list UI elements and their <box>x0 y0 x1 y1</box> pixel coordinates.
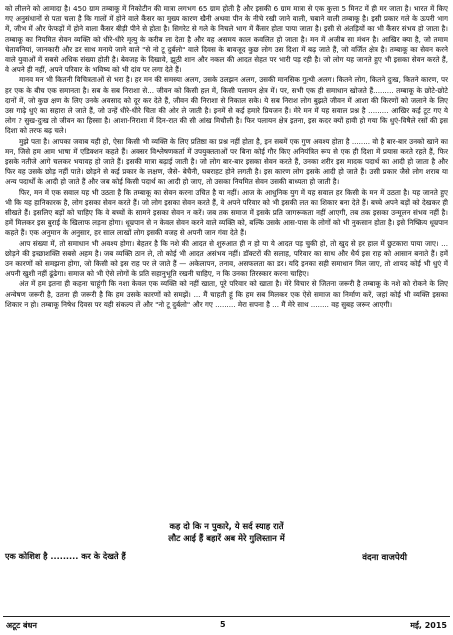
publication-name: अटूट बंधन <box>6 621 37 630</box>
article-paragraph: अंत में हम इतना ही कहना चाहूंगी कि नशा केवल एक व्यक्ति को नहीं खाता, पूरे परिवार को खाता है। मेरे विचार से जितना जरूरी है तम्बाकू के नशे को रोकने के लिए अन्वेषण जरूरी है, उतना ही जरूरी है कि हम उसके कारणों को समझें। ... मैं चाहती हूं कि हम सब मिलकर एक ऐसे समाज का निर्माण करें, जहां कोई भी व्यक्ति इसका शिकार न हो। तम्बाकू निषेध दिवस पर यही संकल्प लें और "नो टू दुर्बलो" और गए ......... मेरा सपना है ... मैं मेरे साथ ........ वह सुबह जरूर आएगी। <box>5 279 448 309</box>
page-footer <box>3 619 450 633</box>
article-body <box>5 4 448 521</box>
article-paragraph: मानव मन भी कितनी विचित्रताओं से भरा है। हर मन की समस्या अलग, उसके उलझन अलग, उसकी मानसिक गुत्थी अलग। कितने लोग, कितने दुःख, कितने कारण, पर हर एक के बीच एक समानता है। सब के सब निराशा से... जीवन को किसी हल में, किसी पलायन क्षेत्र में। पर, सभी एक ही समाधान खोजते हैं......... तम्बाकू के छोटे-छोटे दानों में, जो कुछ क्षण के लिए उनके अवसाद को दूर कर देते हैं, जीवन की निराशा से निकाल सके। ये सब निराश लोग बुझते जीवन में आशा की किरणों को जलाने के लिए उस गाढ़े धुएं का सहारा ले जाते हैं, जो उन्हें धीरे-धीरे चिता की ओर ले जाती है। इनमें से कई हमारे प्रियजन हैं। मेरे मन में यह सवाल प्रश्न है ......... आखिर कई टूट गए ये लोग ? सुख-दुःख तो जीवन का हिस्सा है। आशा-निराशा में दिन-रात की सी आंख मिचौली है। फिर पलायन क्षेत्र इतना, इस कदर क्यों हावी हो गया कि धुएं-विषैले रसों की इस दिशा को तरफ बढ़ चले। <box>5 75 448 136</box>
couplet-line-1: कह दो कि न पुकारे, ये सर्द स्याह रातें <box>169 521 284 531</box>
article-paragraph: को लीलने को आमादा है। 450 ग्राम तम्बाकू में निकोटीन की मात्रा लगभग 65 ग्राम होती है और इसकी 6 ग्राम मात्रा से एक कुत्ता 5 मिनट में ही मर जाता है। भारत में किए गए अनुसंधानों से पता चला है कि गालों में होने वाले कैंसर का मुख्य कारण खैनी अथवा पीन के नीचे रखी जाने वाली, चबाने वाली तम्बाकू है। इसी प्रकार गले के ऊपरी भाग में, जीभ में और फेफड़ों में होने वाला कैंसर बीड़ी पीने से होता है। सिगरेट से गले के निचले भाग में कैंसर होता पाया जाता है। इसी से अंतड़ियों का भी कैंसर संभव हो जाता है। तम्बाकू का नियमित सेवन व्यक्ति को धीरे-धीरे मृत्यु के करीब ला देता है और वह असमय काल कवलित हो जाता है। मन में अजीब सा मंथन है। आखिर क्या है, जो तमाम चेतावनियां, जानकारी और डर साथ मनाये जाने वाले "से नो टू दुर्बलो" वाले दिवस के बावजूद कुछ लोग उस दिशा में बढ़ जाते हैं, जो वर्जित क्षेत्र है। तम्बाकू का सेवन करने वाले युवाओं में सबसे अधिक संख्या होती है। बेवजह के दिखावे, झूठी शान और नकल की आदत सेहत पर भारी पड़ रही है। जो लोग यह जानते हुए भी इसका सेवन करते हैं, वे अपने ही नहीं, अपने परिवार के भविष्य को भी दांव पर लगा देते हैं। <box>5 4 448 75</box>
author-name: वंदना वाजपेयी <box>362 553 407 563</box>
closing-line: एक कोशिश है ......... कर के देखते हैं <box>5 551 126 561</box>
couplet-line-2: लौट आई हैं बहारें अब मेरे गुलिस्तान में <box>168 533 285 543</box>
page-number: 5 <box>220 620 226 629</box>
issue-date: मई, 2015 <box>410 621 447 630</box>
article-paragraph: आप संख्या में, तो समाधान भी अवश्य होगा। बेहतर है कि नशे की आदत से शुरुआत ही न हो या ये आदत पड़ चुकी हो, तो खुद से हर हाल में छुटकारा पाया जाए। ... छोड़ने की इच्छाशक्ति सबसे अहम है। जब व्यक्ति ठान ले, तो कोई भी आदत असंभव नहीं। डॉक्टरों की सलाह, परिवार का साथ और धैर्य इस राह को आसान बनाते हैं। हमें उन कारणों को समझना होगा, जो किसी को इस राह पर ले जाते हैं — अकेलापन, तनाव, असफलता का डर। यदि इनका सही समाधान मिल जाए, तो शायद कोई भी धुएं में अपनी खुशी नहीं ढूंढेगा। समाज को भी ऐसे लोगों के प्रति सहानुभूति रखनी चाहिए, न कि उनका तिरस्कार करना चाहिए। <box>5 238 448 279</box>
article-paragraph: मुझे पता है। आपका जवाब यही हो, ऐसा किसी भी व्यक्ति के लिए प्रतिष्ठा का प्रश्न नहीं होता है, इन सबमें एक गुण अवश्य होता है ........ वो है बार-बार उनको खाने का मन, जिसे हम आम भाषा में एडिक्शन कहते हैं। अक्सर विश्लेषणकर्ता में उपयुक्तताओं पर बिना कोई गौर किए अनियंत्रित रूप से एक ही दिशा में प्रयास करते रहते हैं, फिर इसके नतीजे आगे चलकर भयावह हो जाते हैं। इसकी मात्रा बढ़ाई जाती है। जो लोग बार-बार इसका सेवन करते हैं, उनका शरीर इस मादक पदार्थ का आदी हो जाता है और फिर वह उसके छोड़ नहीं पाते। छोड़ने से कई प्रकार के लक्षण, जैसे- बेचैनी, घबराहट होने लगती है। इस कारण लोग इसके आदी हो जाते हैं। उसी प्रकार जैसे लोग शराब या अन्य पदार्थों के आदी हो जाते हैं और जब कोई किसी पदार्थ का आदी हो जाए, तो उसका नियमित सेवन उसकी बाध्यता हो जाती है। <box>5 136 448 187</box>
article-paragraph: फिर, मन में एक सवाल यह भी उठता है कि तम्बाकू का सेवन करना उचित है या नहीं। आज के आधुनिक युग में यह सवाल हर किसी के मन में उठता है। यह जानते हुए भी कि यह हानिकारक है, लोग इसका सेवन करते हैं। जो लोग इसका सेवन करते हैं, वे अपने परिवार को भी इसकी लत का शिकार बना देते हैं। बच्चे अपने बड़ों को देखकर ही सीखते हैं। इसलिए बड़ों को चाहिए कि वे बच्चों के सामने इसका सेवन न करें। जब तक समाज में इसके प्रति जागरूकता नहीं आएगी, तब तक इसका उन्मूलन संभव नहीं है। हमें मिलकर इस बुराई के खिलाफ लड़ना होगा। धूम्रपान से न केवल सेवन करने वाले व्यक्ति को, बल्कि उसके आस-पास के लोगों को भी नुकसान होता है। इसे निष्क्रिय धूम्रपान कहते हैं। एक अनुमान के अनुसार, हर साल लाखों लोग इसकी वजह से अपनी जान गंवा देते हैं। <box>5 187 448 238</box>
footer-divider <box>3 616 450 617</box>
